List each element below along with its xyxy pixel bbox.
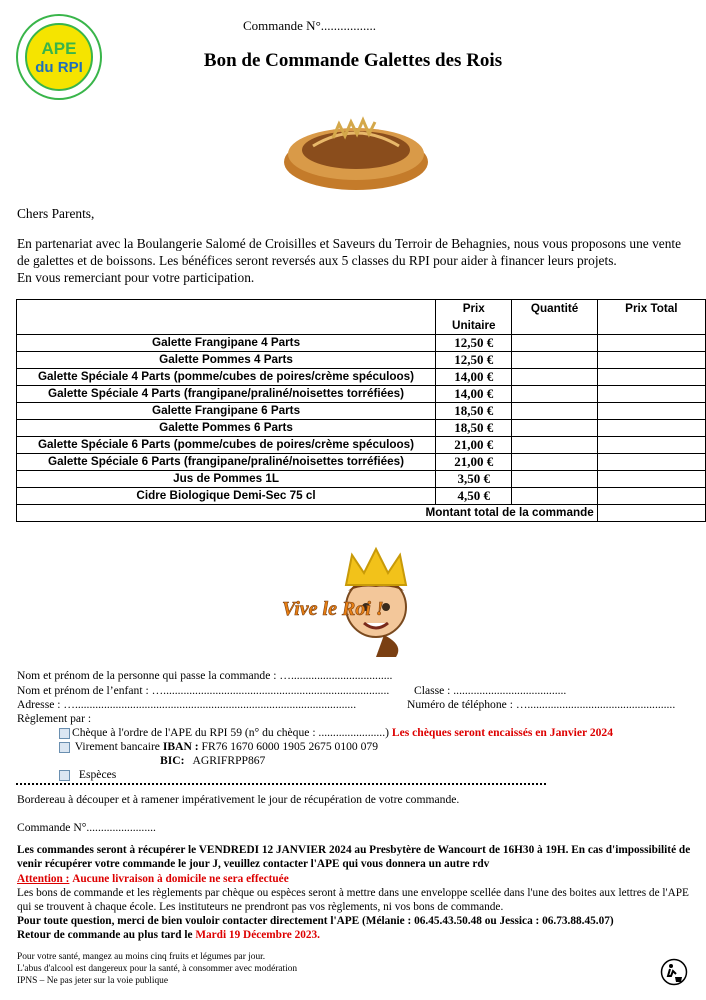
table-row (17, 335, 706, 352)
total-cell[interactable] (597, 488, 705, 505)
header-total-price: Prix Total (597, 300, 705, 335)
svg-text:du RPI: du RPI (35, 59, 83, 76)
table-row (17, 437, 706, 454)
product-name: Galette Spéciale 6 Parts (frangipane/praliné/noisettes torréfiées) (17, 454, 436, 471)
deadline-date: Mardi 19 Décembre 2023. (195, 929, 321, 941)
attention-label: Attention : (17, 873, 70, 885)
quantity-cell[interactable] (512, 369, 597, 386)
total-cell[interactable] (597, 386, 705, 403)
transfer-label: Virement bancaire (74, 740, 160, 753)
table-row (17, 420, 706, 437)
quantity-cell[interactable] (512, 352, 597, 369)
product-name: Galette Spéciale 4 Parts (frangipane/praliné/noisettes torréfiées) (17, 386, 436, 403)
cheque-label: Chèque à l'ordre de l'APE du RPI 59 (n° du chèque : .......................) (72, 726, 389, 739)
payment-cash-option[interactable] (59, 767, 116, 782)
unit-price: 18,50 € (436, 420, 512, 437)
payment-cheque-option[interactable] (59, 725, 613, 740)
page-title: Bon de Commande Galettes des Rois (203, 50, 503, 71)
svg-text:APE: APE (41, 39, 77, 58)
total-cell[interactable] (597, 369, 705, 386)
unit-price: 21,00 € (436, 437, 512, 454)
product-name: Galette Spéciale 6 Parts (pomme/cubes de poires/crème spéculoos) (17, 437, 436, 454)
table-total-row (17, 505, 706, 522)
quantity-cell[interactable] (512, 335, 597, 352)
unit-price: 14,00 € (436, 386, 512, 403)
unit-price: 14,00 € (436, 369, 512, 386)
cut-line (16, 783, 546, 785)
unit-price: 18,50 € (436, 403, 512, 420)
table-header-row (17, 300, 706, 335)
thanks-text: En vous remerciant pour votre participation. (17, 270, 255, 285)
unit-price: 12,50 € (436, 335, 512, 352)
header-price-label: Prix (462, 302, 485, 315)
total-cell[interactable] (597, 471, 705, 488)
table-row (17, 369, 706, 386)
header-product (17, 300, 436, 335)
header-unit-price (436, 300, 512, 335)
vive-text: Vive le Roi ! (282, 598, 384, 620)
envelope-info: Les bons de commande et les règlements par chèque ou espèces seront à mettre dans une enveloppe scellée dans l'une des boites aux lettres de l'APE qui se trouvent à chaque école. Les instituteurs ne prendront pas vos règlements, ni vos bons de commande. (17, 887, 689, 914)
footer-health: Pour votre santé, mangez au moins cinq fruits et légumes par jour. (17, 952, 266, 962)
bic-label: BIC: (160, 754, 185, 767)
product-name: Galette Frangipane 6 Parts (17, 403, 436, 420)
child-field[interactable]: Nom et prénom de l’enfant : ….............................................................................. (17, 684, 390, 697)
product-name: Galette Spéciale 4 Parts (pomme/cubes de poires/crème spéculoos) (17, 369, 436, 386)
quantity-cell[interactable] (512, 437, 597, 454)
attention-line (17, 872, 289, 886)
table-row (17, 488, 706, 505)
greeting: Chers Parents, (17, 206, 95, 221)
cheque-note: Les chèques seront encaissés en Janvier 2024 (391, 726, 614, 739)
table-row (17, 471, 706, 488)
table-row (17, 352, 706, 369)
payment-label: Règlement par : (17, 712, 92, 725)
recycle-icon (660, 958, 688, 986)
footer-ipns: IPNS – Ne pas jeter sur la voie publique (17, 976, 169, 986)
grand-total-cell[interactable] (597, 505, 705, 522)
order-table (16, 299, 706, 522)
attention-text: Aucune livraison à domicile ne sera effectuée (72, 873, 289, 885)
iban-label: IBAN : (162, 740, 199, 753)
total-cell[interactable] (597, 454, 705, 471)
footer-alcohol: L'abus d'alcool est dangereux pour la santé, à consommer avec modération (17, 964, 298, 974)
unit-price: 12,50 € (436, 352, 512, 369)
vive-le-roi-illustration (276, 545, 426, 660)
transfer-checkbox[interactable] (59, 742, 70, 753)
cutline-text: Bordereau à découper et à ramener impérativement le jour de récupération de votre commande. (17, 793, 460, 806)
pickup-info: Les commandes seront à récupérer le VENDREDI 12 JANVIER 2024 au Presbytère de Wancourt de 16H30 à 19H. En cas d'impossibilité de venir récupérer votre commande le jour J, veuillez contacter l'APE qui vous donnera un autre rdv (17, 844, 691, 871)
unit-price: 21,00 € (436, 454, 512, 471)
quantity-cell[interactable] (512, 420, 597, 437)
cash-label: Espèces (78, 768, 117, 781)
product-name: Cidre Biologique Demi-Sec 75 cl (17, 488, 436, 505)
total-cell[interactable] (597, 335, 705, 352)
order-number-bottom[interactable]: Commande N°........................ (17, 821, 156, 834)
iban-value: FR76 1670 6000 1905 2675 0100 079 (201, 740, 379, 753)
total-label: Montant total de la commande (17, 505, 598, 522)
deadline-label: Retour de commande au plus tard le (17, 929, 193, 941)
quantity-cell[interactable] (512, 488, 597, 505)
payment-transfer-option[interactable] (59, 739, 378, 754)
total-cell[interactable] (597, 403, 705, 420)
bic-value: AGRIFRPP867 (192, 754, 266, 767)
quantity-cell[interactable] (512, 454, 597, 471)
quantity-cell[interactable] (512, 386, 597, 403)
unit-price: 3,50 € (436, 471, 512, 488)
contact-info: Pour toute question, merci de bien vouloir contacter directement l'APE (Mélanie : 06.45.43.50.48 ou Jessica : 06.73.88.45.07) (17, 915, 614, 927)
phone-field[interactable]: Numéro de téléphone : …................................................... (407, 698, 676, 711)
product-name: Jus de Pommes 1L (17, 471, 436, 488)
order-number-top: Commande N°................. (243, 18, 377, 33)
header-quantity: Quantité (512, 300, 597, 335)
quantity-cell[interactable] (512, 471, 597, 488)
address-field[interactable]: Adresse : …................................................................................................. (17, 698, 357, 711)
product-name: Galette Pommes 4 Parts (17, 352, 436, 369)
header-unit-label: Unitaire (452, 319, 496, 332)
total-cell[interactable] (597, 352, 705, 369)
cheque-checkbox[interactable] (59, 728, 70, 739)
product-name: Galette Frangipane 4 Parts (17, 335, 436, 352)
cash-checkbox[interactable] (59, 770, 70, 781)
table-row (17, 403, 706, 420)
table-row (17, 454, 706, 471)
class-field[interactable]: Classe : ....................................... (414, 684, 567, 697)
quantity-cell[interactable] (512, 403, 597, 420)
bic-line (160, 753, 265, 768)
product-name: Galette Pommes 6 Parts (17, 420, 436, 437)
unit-price: 4,50 € (436, 488, 512, 505)
orderer-field[interactable]: Nom et prénom de la personne qui passe la commande : …................................... (17, 669, 393, 682)
total-cell[interactable] (597, 420, 705, 437)
galette-image (283, 110, 430, 194)
deadline-line (17, 928, 320, 942)
intro-paragraph: En partenariat avec la Boulangerie Salomé de Croisilles et Saveurs du Terroir de Behagnies, nous vous proposons une vente de galettes et de boissons. Les bénéfices seront reversés aux 5 classes du RPI pour aider à financer leurs projets. (17, 236, 682, 268)
table-row (17, 386, 706, 403)
total-cell[interactable] (597, 437, 705, 454)
